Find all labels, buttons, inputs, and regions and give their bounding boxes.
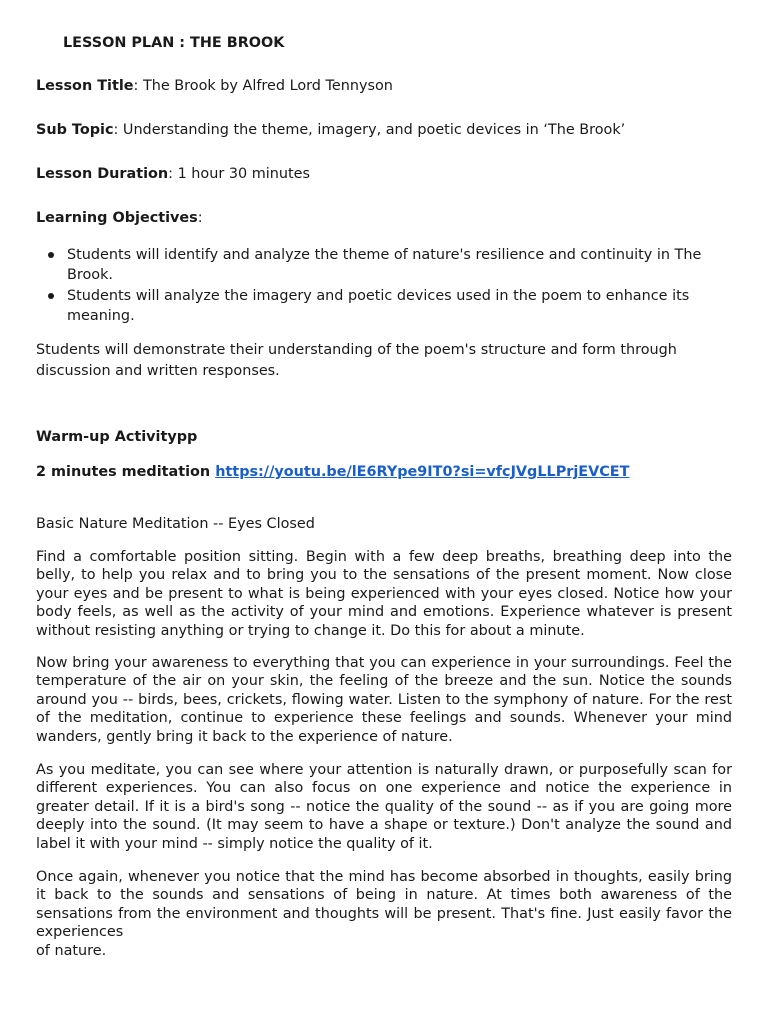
meditation-paragraph-1: Find a comfortable position sitting. Begin with a few deep breaths, breathing deep into the belly, to help you relax and to bring you to the sensations of the present moment. Now close your eyes and be present to what is being experienced with your eyes closed. Notice how your body feels, as well as the activity of your mind and emotions. Experience whatever is present without resisting anything or trying to change it. Do this for about a minute. — [36, 549, 732, 639]
meditation-video-link[interactable]: https://youtu.be/lE6RYpe9IT0?si=vfcJVgLLPrjEVCET — [215, 464, 630, 480]
lesson-duration-label: Lesson Duration — [36, 166, 169, 182]
meditation-label: 2 minutes meditation — [36, 464, 216, 480]
learning-objectives-colon: : — [197, 210, 203, 226]
document-title: LESSON PLAN : THE BROOK — [63, 35, 285, 51]
lesson-duration-line — [36, 164, 310, 184]
bullet-icon — [48, 252, 54, 258]
lesson-title-line — [36, 76, 393, 96]
learning-objectives-label: Learning Objectives — [36, 210, 198, 226]
list-item — [36, 245, 736, 285]
objective-extra-text: Students will demonstrate their understanding of the poem's structure and form through discussion and written responses. — [36, 342, 677, 379]
meditation-paragraph-4: Once again, whenever you notice that the mind has become absorbed in thoughts, easily bring it back to the sounds and sensations of being in nature. At times both awareness of the sensations from the environment and thoughts will be present. That's fine. Just easily favor the experiences — [36, 869, 732, 941]
learning-objectives-line — [36, 208, 203, 228]
sub-topic-value: : Understanding the theme, imagery, and poetic devices in ‘The Brook’ — [113, 122, 626, 138]
bullet-icon — [48, 293, 54, 299]
sub-topic-label: Sub Topic — [36, 122, 114, 138]
warmup-heading: Warm-up Activitypp — [36, 429, 198, 445]
meditation-line — [36, 462, 629, 482]
lesson-title-value: : The Brook by Alfred Lord Tennyson — [133, 78, 393, 94]
meditation-title: Basic Nature Meditation -- Eyes Closed — [36, 516, 315, 532]
lesson-duration-value: : 1 hour 30 minutes — [168, 166, 310, 182]
list-item — [36, 286, 736, 326]
objective-text: Students will analyze the imagery and poetic devices used in the poem to enhance its meaning. — [67, 288, 690, 324]
objective-text: Students will identify and analyze the theme of nature's resilience and continuity in The Brook. — [67, 247, 702, 283]
objectives-list — [36, 245, 736, 327]
sub-topic-line — [36, 120, 625, 140]
meditation-paragraph-4-tail: of nature. — [36, 943, 107, 959]
meditation-paragraph-2: Now bring your awareness to everything that you can experience in your surroundings. Feel the temperature of the air on your skin, the feeling of the breeze and the sun. Notice the sounds around you -- birds, bees, crickets, flowing water. Listen to the symphony of nature. For the rest of the meditation, continue to experience these feelings and sounds. Whenever your mind wanders, gently bring it back to the experience of nature. — [36, 655, 732, 745]
meditation-paragraph-3: As you meditate, you can see where your attention is naturally drawn, or purposefully scan for different experiences. You can also focus on one experience and notice the experience in greater detail. If it is a bird's song -- notice the quality of the sound -- as if you are going more deeply into the sound. (It may seem to have a shape or texture.) Don't analyze the sound and label it with your mind -- simply notice the quality of it. — [36, 762, 732, 852]
lesson-title-label: Lesson Title — [36, 78, 134, 94]
